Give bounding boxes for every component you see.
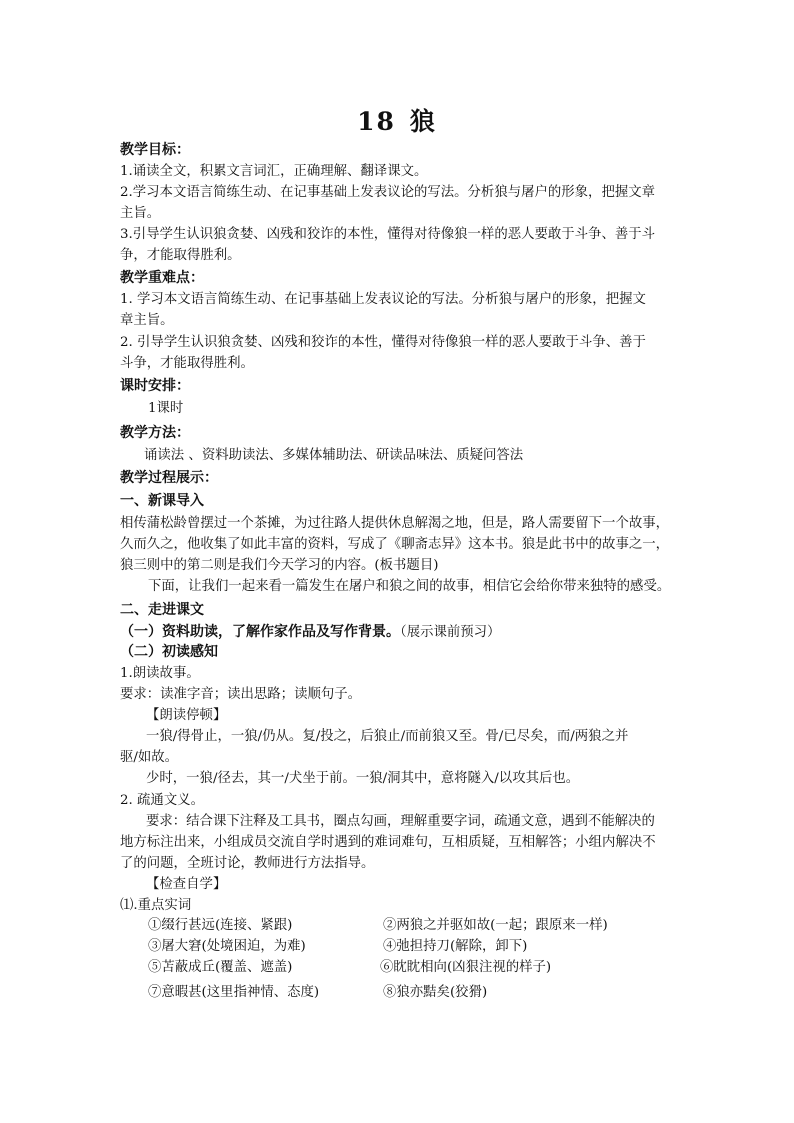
pause-1-line-2: 驱/如故。 (120, 750, 179, 765)
goal-1: 1.诵读全文，积累文言词汇，正确理解、翻译课文。 (120, 164, 428, 179)
word-item: ③屠大窘(处境困迫，为难) (148, 939, 306, 954)
meaning-req-line-2: 地方标注出来，小组成员交流自学时遇到的难词难句，互相质疑，互相解答；小组内解决不 (120, 835, 656, 850)
key-heading: 教学重难点： (120, 270, 204, 286)
goal-3-line-2: 争，才能取得胜利。 (120, 248, 241, 263)
intro-p2: 下面，让我们一起来看一篇发生在屠户和狼之间的故事，相信它会给你带来独特的感受。 (148, 579, 671, 594)
words-heading: ⑴.重点实词 (120, 898, 192, 913)
intro-p1-line-1: 相传蒲松龄曾摆过一个茶摊，为过往路人提供休息解渴之地，但是，路人需要留下一个故事， (120, 516, 670, 531)
check-heading: 【检查自学】 (146, 877, 227, 892)
key-2-line-2: 斗争，才能取得胜利。 (120, 356, 254, 371)
intro-p1-line-3: 狼三则中的第二则是我们今天学习的内容。(板书题目) (120, 558, 439, 573)
goal-2-line-2: 主旨。 (120, 206, 161, 221)
goals-heading: 教学目标： (120, 142, 190, 158)
meaning-req-line-3: 了的问题，全班讨论，教师进行方法指导。 (120, 856, 375, 871)
schedule-heading: 课时安排： (120, 378, 190, 394)
lesson-number: 18 (357, 107, 396, 136)
key-2-line-1: 2. 引导学生认识狼贪婪、凶残和狡诈的本性，懂得对待像狼一样的恶人要敢于斗争、善于 (120, 335, 646, 350)
enter-sub-1-note: （展示课前预习） (400, 625, 501, 640)
word-item: ⑥眈眈相向(凶狠注视的样子) (380, 960, 552, 975)
intro-p1-line-2: 久而久之，他收集了如此丰富的资料，写成了《聊斋志异》这本书。狼是此书中的故事之一， (120, 537, 670, 552)
goal-2-line-1: 2.学习本文语言简练生动、在记事基础上发表议论的写法。分析狼与屠户的形象，把握文章 (120, 185, 656, 200)
schedule-value: 1课时 (148, 401, 184, 416)
intro-heading: 一、新课导入 (120, 493, 204, 509)
lesson-title: 狼 (409, 107, 437, 136)
word-item: ⑦意暇甚(这里指神情、态度) (148, 985, 320, 1000)
enter-sub-1-title: （一）资料助读，了解作家作品及写作背景。 (120, 624, 400, 640)
read-step: 1.朗读故事。 (120, 666, 200, 681)
read-requirements: 要求：读准字音；读出思路；读顺句子。 (120, 687, 362, 702)
word-item: ⑧狼亦黠矣(狡猾) (383, 985, 488, 1000)
word-item: ①缀行甚远(连接、紧跟) (148, 918, 293, 933)
process-heading: 教学过程展示： (120, 470, 218, 486)
enter-heading: 二、走进课文 (120, 602, 204, 618)
meaning-req-line-1: 要求：结合课下注释及工具书，圈点勾画，理解重要字词，疏通文意，遇到不能解决的 (146, 814, 655, 829)
enter-sub-1 (120, 622, 680, 643)
word-item: ④弛担持刀(解除，卸下) (383, 939, 528, 954)
word-item: ⑤苫蔽成丘(覆盖、遮盖) (148, 960, 293, 975)
goal-3-line-1: 3.引导学生认识狼贪婪、凶残和狡诈的本性，懂得对待像狼一样的恶人要敢于斗争、善于斗 (120, 227, 656, 242)
methods-value: 诵读法 、资料助读法、多媒体辅助法、研读品味法、质疑问答法 (144, 448, 524, 463)
methods-heading: 教学方法： (120, 425, 190, 441)
meaning-step: 2. 疏通文义。 (120, 793, 204, 808)
page-title (0, 102, 794, 138)
word-item: ②两狼之并驱如故(一起；跟原来一样) (383, 918, 608, 933)
key-1-line-2: 章主旨。 (120, 313, 174, 328)
enter-sub-2: （二）初读感知 (120, 644, 218, 660)
pause-heading: 【朗读停顿】 (146, 708, 227, 723)
pause-1-line-1: 一狼/得骨止，一狼/仍从。复/投之，后狼止/而前狼又至。骨/已尽矣，而/两狼之并 (146, 729, 629, 744)
key-1-line-1: 1. 学习本文语言简练生动、在记事基础上发表议论的写法。分析狼与屠户的形象，把握文 (120, 292, 646, 307)
pause-2: 少时，一狼/径去，其一/犬坐于前。一狼/洞其中，意将隧入/以攻其后也。 (146, 771, 580, 786)
